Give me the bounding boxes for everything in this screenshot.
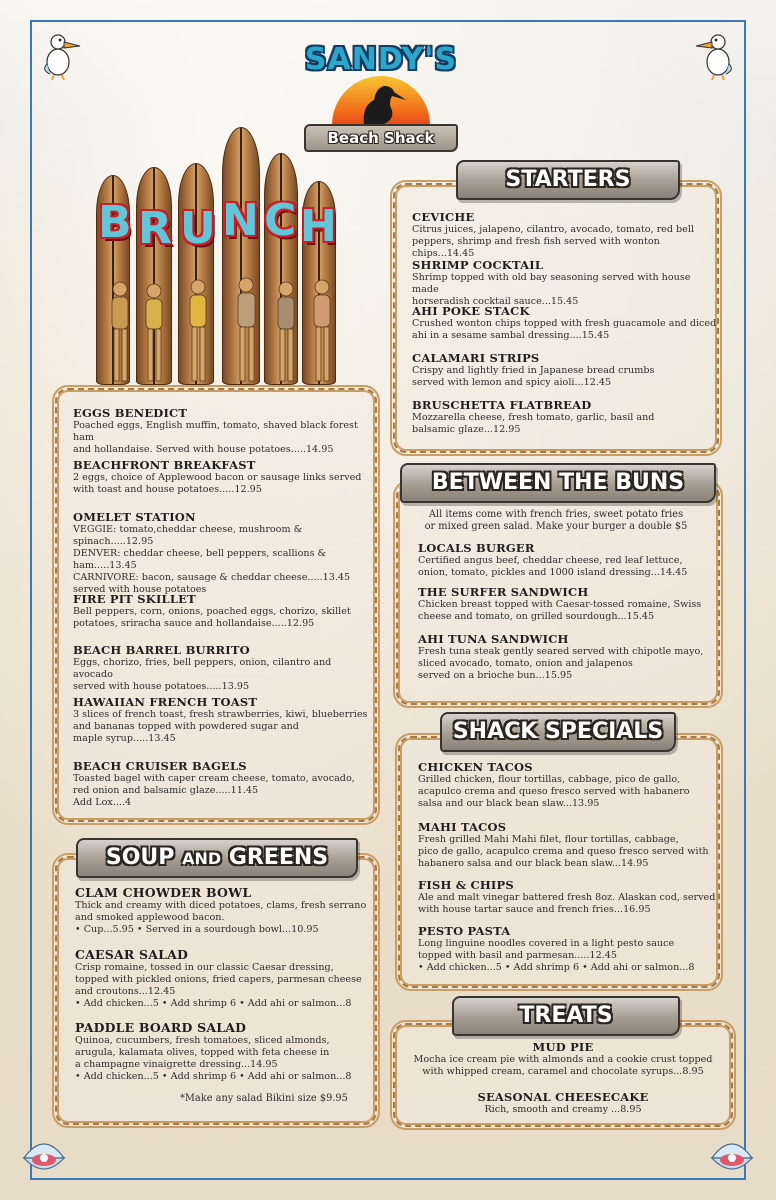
pelican-silhouette-icon (354, 80, 408, 128)
menu-item (73, 458, 373, 496)
header-word: SOUP (105, 845, 175, 870)
brunch-surfboards-graphic (92, 125, 342, 385)
pelican-icon (38, 30, 82, 80)
menu-item-name: FIRE PIT SKILLET (73, 592, 196, 606)
menu-item-name: SHRIMP COCKTAIL (412, 258, 544, 272)
menu-item-description: Citrus juices, jalapeno, cilantro, avocado, tomato, red bell peppers, shrimp and fresh fish served with wonton chips...14.45 (412, 224, 694, 259)
menu-item-name: CALAMARI STRIPS (412, 351, 540, 365)
menu-item-description: Bell peppers, corn, onions, poached eggs, chorizo, skillet potatoes, sriracha sauce and hollandaise.....12.95 (73, 606, 351, 629)
beach-women-photo (98, 275, 336, 385)
menu-item (412, 258, 717, 308)
menu-item-name: AHI TUNA SANDWICH (418, 632, 569, 646)
menu-item-name: CEVICHE (412, 210, 475, 224)
menu-item-description: Crushed wonton chips topped with fresh guacamole and diced ahi in a sesame sambal dressing....15.45 (412, 318, 717, 341)
pelican-icon (694, 30, 738, 80)
menu-item-name: HAWAIIAN FRENCH TOAST (73, 695, 258, 709)
treats-header: TREATS (452, 996, 680, 1036)
menu-item-name: BEACHFRONT BREAKFAST (73, 458, 256, 472)
menu-item-name: EGGS BENEDICT (73, 406, 188, 420)
menu-item-description: 2 eggs, choice of Applewood bacon or sausage links served with toast and house potatoes.....12.95 (73, 472, 362, 495)
menu-item (73, 406, 373, 456)
brunch-title-letter: N (222, 195, 259, 246)
menu-item (73, 695, 373, 745)
menu-item-name: BRUSCHETTA FLATBREAD (412, 398, 592, 412)
menu-item (412, 210, 717, 260)
menu-item-description: Chicken breast topped with Caesar-tossed romaine, Swiss cheese and tomato, on grilled sourdough...15.45 (418, 599, 702, 622)
menu-item (412, 351, 717, 389)
menu-item-description: Ale and malt vinegar battered fresh 8oz. Alaskan cod, served with house tartar sauce and french fries...16.95 (418, 892, 716, 915)
brunch-title-letter: U (180, 203, 216, 254)
menu-item-name: PADDLE BOARD SALAD (75, 1020, 247, 1035)
menu-item-name: CAESAR SALAD (75, 947, 189, 962)
menu-item-name: AHI POKE STACK (412, 304, 530, 318)
menu-item-name: BEACH BARREL BURRITO (73, 643, 250, 657)
logo-title: SANDY'S (304, 42, 458, 77)
menu-item (75, 886, 375, 936)
menu-item-description: Eggs, chorizo, fries, bell peppers, onion, cilantro and avocado served with house potatoes.....13.95 (73, 657, 332, 692)
menu-item (418, 585, 718, 623)
menu-item (73, 759, 373, 809)
brunch-title-letter: H (300, 201, 337, 252)
header-word: AND (182, 849, 222, 868)
header-word: GREENS (228, 845, 329, 870)
menu-item-name: MUD PIE (532, 1040, 594, 1054)
menu-item-name: LOCALS BURGER (418, 541, 535, 555)
menu-item (73, 510, 373, 596)
menu-item-description: Thick and creamy with diced potatoes, clams, fresh serrano and smoked applewood bacon. • Cup...5.95 • Served in a sourdough bowl...10.95 (75, 900, 367, 935)
menu-item (398, 1090, 728, 1116)
menu-item-description: Quinoa, cucumbers, fresh tomatoes, sliced almonds, arugula, kalamata olives, topped with feta cheese in a champagne vinaigrette dressing...14.95 • Add chicken...5 • Add shrimp 6 • Add ahi or salmon...8 (75, 1035, 352, 1082)
menu-item (75, 1021, 375, 1083)
menu-item-name: CHICKEN TACOS (418, 760, 533, 774)
menu-item (418, 541, 718, 579)
menu-item-name: CLAM CHOWDER BOWL (75, 885, 252, 900)
menu-item-description: 3 slices of french toast, fresh strawberries, kiwi, blueberries and bananas topped with powdered sugar and maple syrup.....13.45 (73, 709, 368, 744)
menu-item (418, 924, 718, 974)
soup-and-greens-header (76, 838, 358, 878)
menu-item-name: MAHI TACOS (418, 820, 507, 834)
menu-item-description: Poached eggs, English muffin, tomato, shaved black forest ham and hollandaise. Served with house potatoes.....14.95 (73, 420, 358, 455)
menu-item (418, 820, 718, 870)
menu-item-description: Fresh tuna steak gently seared served with chipotle mayo, sliced avocado, tomato, onion and jalapenos served on a brioche bun...15.95 (418, 646, 704, 681)
menu-item (418, 632, 718, 682)
menu-item-description: Mocha ice cream pie with almonds and a cookie crust topped with whipped cream, caramel and chocolate syrups...8.95 (413, 1054, 713, 1077)
menu-item-description: Shrimp topped with old bay seasoning served with house made horseradish cocktail sauce...15.45 (412, 272, 691, 307)
menu-item-description: Grilled chicken, flour tortillas, cabbage, pico de gallo, acapulco crema and queso fresco served with habanero salsa and our black bean slaw...13.95 (418, 774, 690, 809)
brunch-title-letter: B (98, 197, 132, 248)
menu-item-description: Crispy and lightly fried in Japanese bread crumbs served with lemon and spicy aioli...12.45 (412, 365, 655, 388)
menu-item (75, 948, 375, 1010)
menu-item (73, 643, 373, 693)
menu-item (412, 304, 717, 342)
menu-item-name: FISH & CHIPS (418, 878, 514, 892)
clam-shell-icon (20, 1136, 68, 1178)
menu-item (73, 592, 373, 630)
menu-item (418, 760, 718, 810)
menu-item (412, 398, 717, 436)
menu-item (418, 878, 718, 916)
menu-item (398, 1040, 728, 1078)
between-the-buns-header: BETWEEN THE BUNS (400, 463, 716, 503)
buns-intro-note: All items come with french fries, sweet potato fries or mixed green salad. Make your burger a double $5 (424, 509, 688, 532)
menu-item-name: BEACH CRUISER BAGELS (73, 759, 247, 773)
brunch-title-letter: C (264, 195, 297, 246)
menu-item-description: Rich, smooth and creamy ...8.95 (484, 1104, 642, 1115)
menu-item-name: THE SURFER SANDWICH (418, 585, 589, 599)
shack-specials-header: SHACK SPECIALS (440, 712, 676, 752)
logo-subtitle: Beach Shack (304, 124, 458, 152)
menu-item-description: Toasted bagel with caper cream cheese, tomato, avocado, red onion and balsamic glaze.....11.45 Add Lox....4 (73, 773, 355, 808)
menu-item-name: SEASONAL CHEESECAKE (477, 1090, 649, 1104)
brunch-title-letter: R (138, 203, 172, 254)
menu-item-description: Certified angus beef, cheddar cheese, red leaf lettuce, onion, tomato, pickles and 1000 island dressing...14.45 (418, 555, 688, 578)
menu-item-description: Long linguine noodles covered in a light pesto sauce topped with basil and parmesan.....12.45 • Add chicken...5 • Add shrimp 6 • Add ahi or salmon...8 (418, 938, 695, 973)
menu-item-name: OMELET STATION (73, 510, 196, 524)
menu-item-name: PESTO PASTA (418, 924, 511, 938)
menu-item-description: Fresh grilled Mahi Mahi filet, flour tortillas, cabbage, pico de gallo, acapulco crema and queso fresco served with habanero salsa and our black bean slaw...14.95 (418, 834, 709, 869)
starters-header: STARTERS (456, 160, 680, 200)
menu-item-description: Crisp romaine, tossed in our classic Caesar dressing, topped with pickled onions, fried capers, parmesan cheese and croutons...12.45 • Add chicken...5 • Add shrimp 6 • Add ahi or salmon...8 (75, 962, 362, 1009)
menu-item-description: VEGGIE: tomato,cheddar cheese, mushroom & spinach.....12.95 DENVER: cheddar cheese, bell peppers, scallions & ham.....13.45 CARNIVORE: bacon, sausage & cheddar cheese.....13.45 served with house potatoes (73, 524, 351, 595)
menu-item-description: Mozzarella cheese, fresh tomato, garlic, basil and balsamic glaze...12.95 (412, 412, 655, 435)
salad-size-note: *Make any salad Bikini size $9.95 (180, 1093, 348, 1104)
clam-shell-icon (708, 1136, 756, 1178)
